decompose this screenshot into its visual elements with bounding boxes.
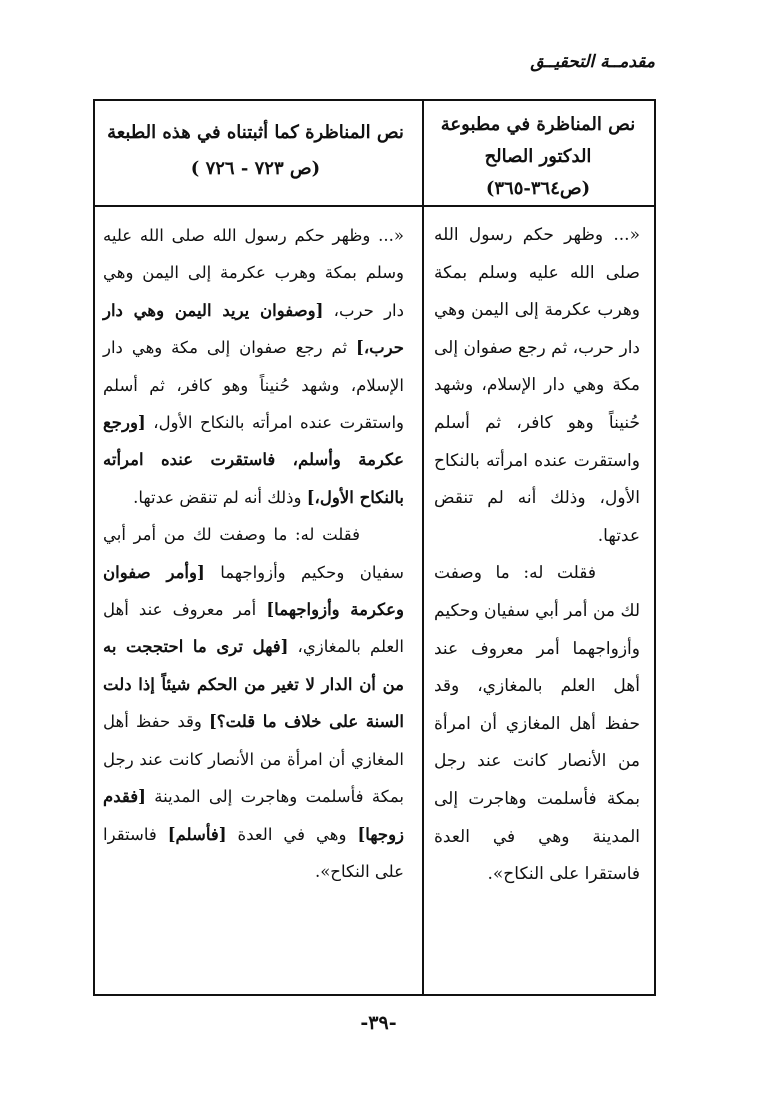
- right-heading-line1: نص المناظرة في مطبوعة: [440, 114, 636, 135]
- left-added-segment: [فقدم زوجها]: [103, 787, 405, 844]
- right-heading-line2: الدكتور الصالح: [484, 146, 592, 167]
- left-text-segment: وقد حفظ أهل المغازي أن امرأة من الأنصار كانت عند رجل بمكة فأسلمت وهاجرت إلى المدينة: [103, 712, 404, 807]
- left-paragraph-1: [103, 217, 404, 516]
- right-column-body: [424, 207, 654, 994]
- left-text-segment: فاستقرا على النكاح».: [103, 824, 404, 881]
- left-heading-line1: نص المناظرة كما أثبتناه في هذه الطبعة: [107, 122, 404, 143]
- right-heading-line3: (ص٣٦٤-٣٦٥): [485, 178, 591, 199]
- left-added-segment: [فهل ترى ما احتججت به من أن الدار لا تغير من الحكم شيئاً إذا دلت السنة على خلاف ما قلت؟]: [103, 637, 404, 732]
- left-text-segment: «... وظهر حكم رسول الله صلى الله عليه وسلم بمكة وهرب عكرمة إلى اليمن وهي دار حرب،: [103, 226, 404, 320]
- right-column-heading: [424, 101, 654, 207]
- left-added-segment: [وصفوان يريد اليمن وهي دار حرب،]: [103, 300, 404, 358]
- page-number: -٣٩-: [360, 1012, 397, 1034]
- left-added-segment: [ورجع عكرمة وأسلم، فاستقرت عنده امرأته بالنكاح الأول،]: [103, 413, 404, 507]
- left-heading-line2: (ص ٧٢٣ - ٧٢٦ ): [190, 158, 321, 179]
- left-text-segment: فقلت له: ما وصفت لك من أمر أبي سفيان وحكيم وأزواجهما: [103, 525, 404, 582]
- left-paragraph-2: [103, 516, 404, 890]
- header-title: مقدمــة التحقيــق: [530, 52, 655, 72]
- left-text-segment: وذلك أنه لم تنقض عدتها.: [133, 487, 307, 507]
- right-paragraph-1: «... وظهر حكم رسول الله صلى الله عليه وسلم بمكة وهرب عكرمة إلى اليمن وهي دار حرب، ثم رجع صفوان إلى مكة وهي دار الإسلام، وشهد حُنيناً وهو كافر، ثم أسلم واستقرت عنده امرأته بالنكاح الأول، وذلك أنه لم تنقض عدتها.: [434, 225, 640, 546]
- comparison-table: [93, 99, 656, 996]
- left-text-segment: ثم رجع صفوان إلى مكة وهي دار الإسلام، وشهد حُنيناً وهو كافر، ثم أسلم واستقرت عنده امرأته بالنكاح الأول،: [103, 338, 404, 433]
- right-text-segment: فقلت له: ما وصفت لك من أمر أبي سفيان وحكيم وأزواجهما أمر معروف عند أهل العلم بالمغازي، وقد حفظ أهل المغازي أن امرأة من الأنصار كانت عند رجل بمكة فأسلمت وهاجرت إلى المدينة وهي في العدة فاستقرا على النكاح».: [434, 563, 640, 885]
- left-text-segment: وهي في العدة: [226, 824, 358, 844]
- left-added-segment: [فأسلم]: [167, 824, 227, 844]
- left-column-heading: [95, 101, 424, 207]
- left-added-segment: [وأمر صفوان وعكرمة وأزواجهما]: [103, 562, 404, 620]
- right-paragraph-2: [434, 555, 640, 893]
- left-column-body: [95, 207, 424, 994]
- page-header: [95, 50, 655, 80]
- left-text-segment: أمر معروف عند أهل العلم بالمغازي،: [103, 600, 404, 657]
